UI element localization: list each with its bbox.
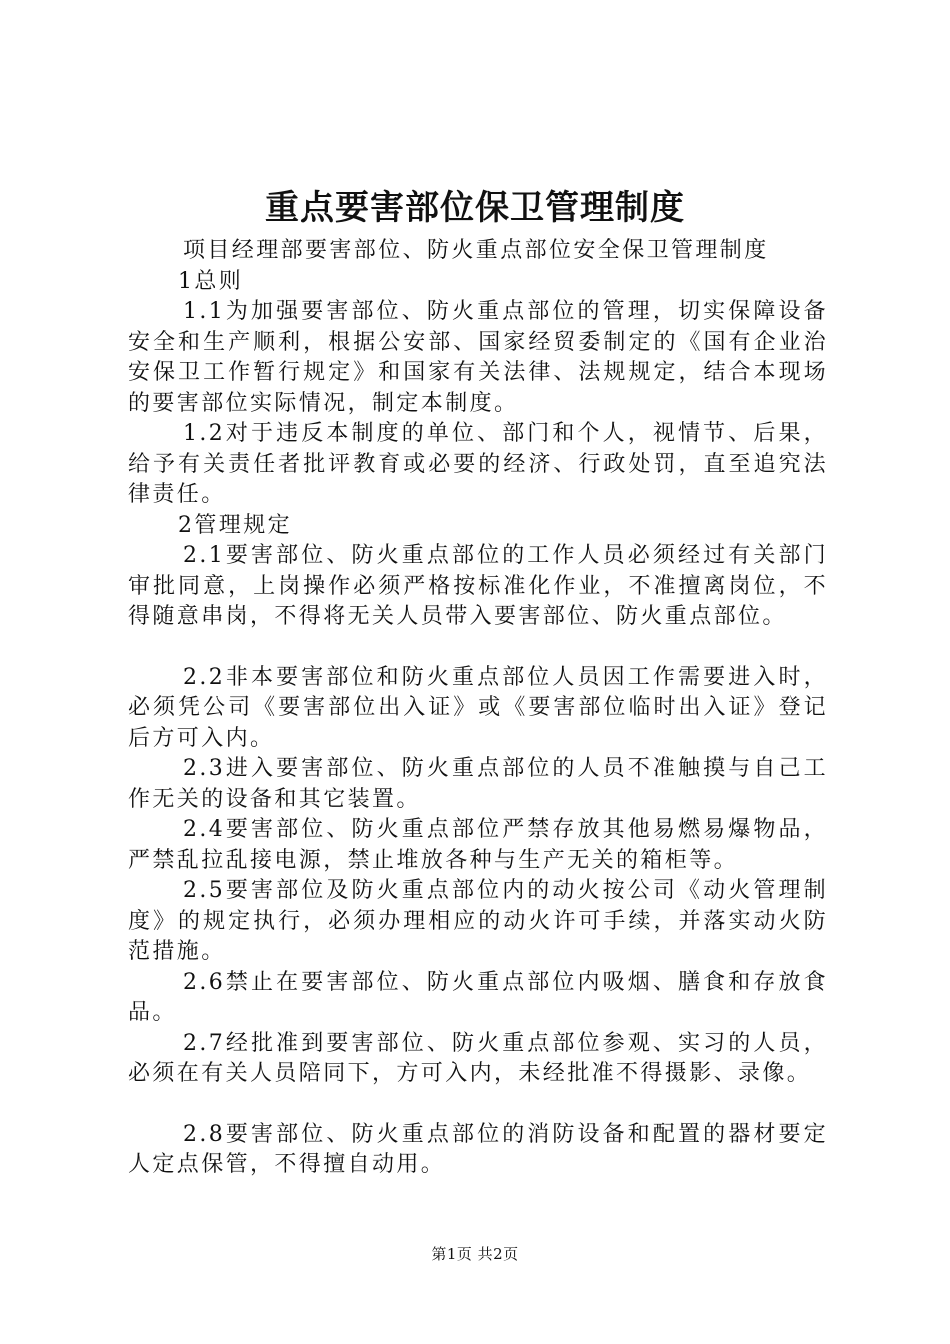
clause-2-1: 2.1要害部位、防火重点部位的工作人员必须经过有关部门审批同意，上岗操作必须严格按标准化作业，不准擅离岗位，不得随意串岗，不得将无关人员带入要害部位、防火重点部位。 [128, 543, 828, 629]
clause-2-6: 2.6禁止在要害部位、防火重点部位内吸烟、膳食和存放食品。 [128, 969, 828, 1025]
paragraph-gap [128, 633, 828, 663]
clause-2-4: 2.4要害部位、防火重点部位严禁存放其他易燃易爆物品，严禁乱拉乱接电源，禁止堆放各种与生产无关的箱柜等。 [128, 817, 828, 873]
clause-1-2: 1.2对于违反本制度的单位、部门和个人，视情节、后果，给予有关责任者批评教育或必要的经济、行政处罚，直至追究法律责任。 [128, 421, 828, 507]
document-title: 重点要害部位保卫管理制度 [265, 188, 685, 228]
page-footer: 第1页 共2页 [431, 1245, 519, 1263]
clause-2-3: 2.3进入要害部位、防火重点部位的人员不准触摸与自己工作无关的设备和其它装置。 [128, 756, 828, 812]
document-body [128, 236, 828, 1181]
section-heading-management: 2管理规定 [178, 512, 292, 538]
section-heading-general: 1总则 [178, 268, 244, 294]
clause-2-2: 2.2非本要害部位和防火重点部位人员因工作需要进入时，必须凭公司《要害部位出入证》或《要害部位临时出入证》登记后方可入内。 [128, 664, 828, 751]
paragraph-gap [128, 1090, 828, 1120]
clause-2-8: 2.8要害部位、防火重点部位的消防设备和配置的器材要定人定点保管，不得擅自动用。 [128, 1121, 828, 1177]
clause-2-5: 2.5要害部位及防火重点部位内的动火按公司《动火管理制度》的规定执行，必须办理相应的动火许可手续，并落实动火防范措施。 [128, 878, 828, 964]
clause-1-1: 1.1为加强要害部位、防火重点部位的管理，切实保障设备安全和生产顺利，根据公安部、国家经贸委制定的《国有企业治安保卫工作暂行规定》和国家有关法律、法规规定，结合本现场的要害部位实际情况，制定本制度。 [128, 299, 828, 416]
subtitle-paragraph: 项目经理部要害部位、防火重点部位安全保卫管理制度 [183, 238, 769, 263]
clause-2-7: 2.7经批准到要害部位、防火重点部位参观、实习的人员，必须在有关人员陪同下，方可入内，未经批准不得摄影、录像。 [128, 1030, 828, 1086]
